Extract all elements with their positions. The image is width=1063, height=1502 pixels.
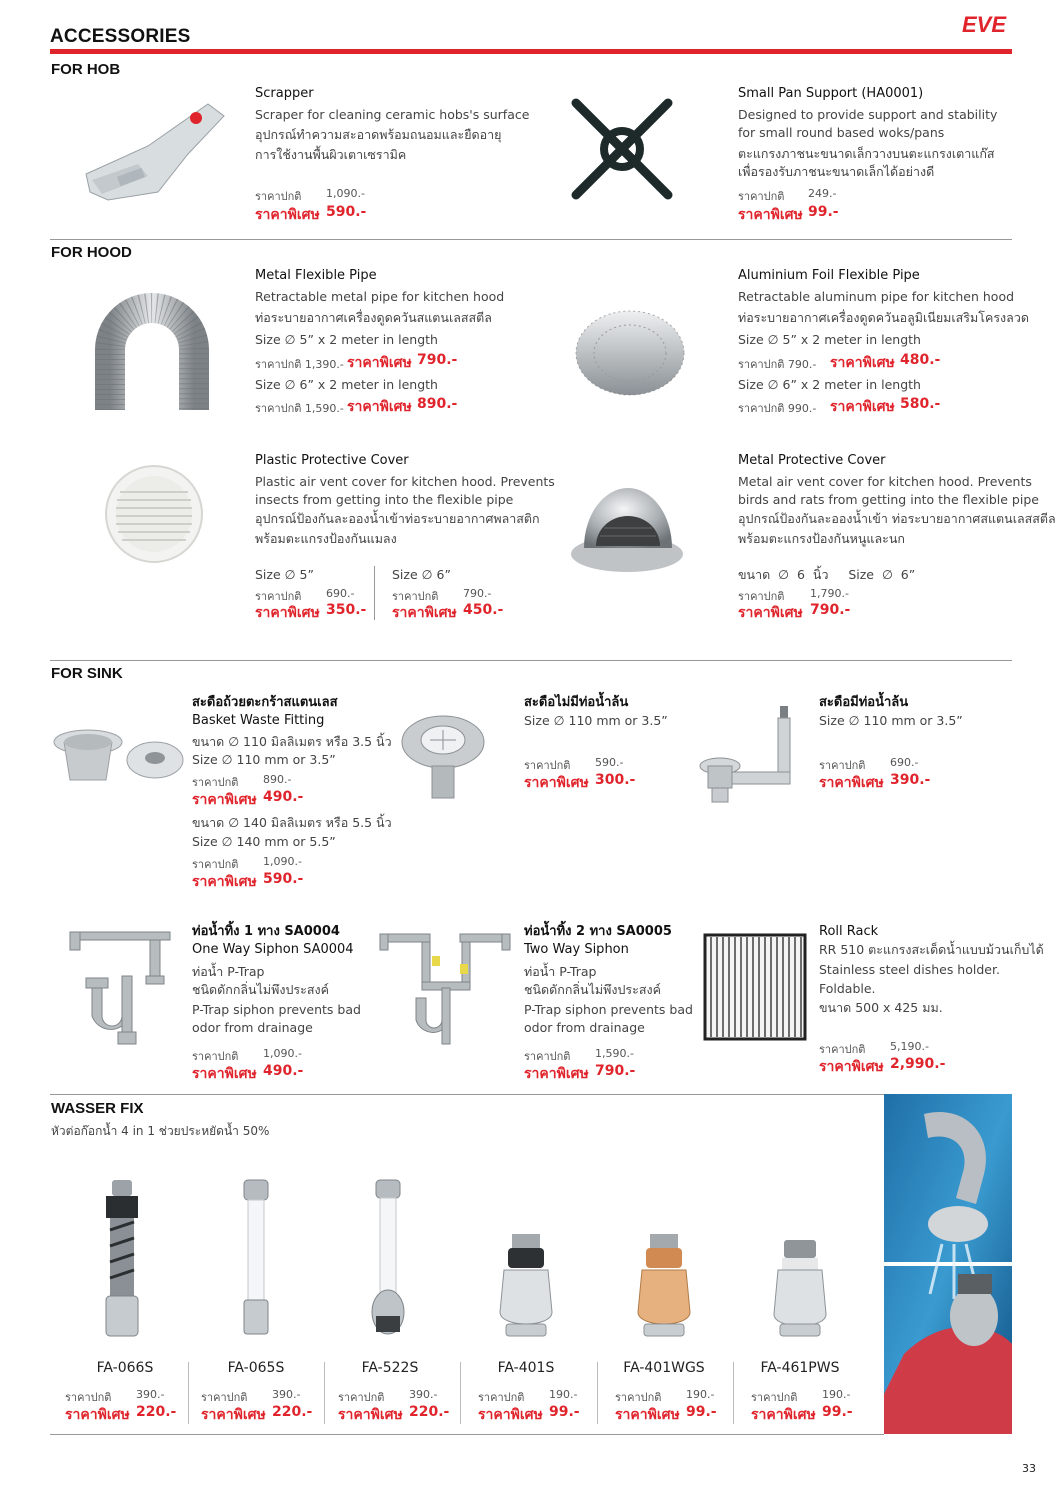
metal-cover-normal: 1,790.- <box>810 587 849 600</box>
pan-desc-4: เพื่อรองรับภาชนะขนาดเล็กได้อย่างดี <box>738 164 935 179</box>
price-special-label: ราคาพิเศษ <box>751 1407 816 1423</box>
wasser-normal-3: 190.- <box>549 1388 578 1401</box>
overflow-size: Size ∅ 110 mm or 3.5” <box>819 713 963 728</box>
price-normal-label: ราคาปกติ <box>338 1391 385 1404</box>
wasser-model-2: FA-522S <box>361 1360 419 1376</box>
one-way-normal: 1,090.- <box>263 1047 302 1060</box>
plastic-cover-desc-1: Plastic air vent cover for kitchen hood. Prevents <box>255 474 555 489</box>
price-normal-label: ราคาปกติ <box>524 1050 571 1063</box>
one-way-title: One Way Siphon SA0004 <box>192 942 354 957</box>
metal-pipe-desc-2: ท่อระบายอากาศเครื่องดูดควันสแตนเลสสตีล <box>255 310 492 325</box>
section-title-hob: FOR HOB <box>51 61 121 78</box>
scrapper-desc-2: อุปกรณ์ทำความสะอาดพร้อมถนอมและยืดอายุ <box>255 127 502 142</box>
no-overflow-title-th: สะดือไม่มีท่อน้ำล้น <box>524 695 629 710</box>
column-separator <box>597 1362 598 1424</box>
faucet-aerator-photo <box>884 1094 1012 1434</box>
wasser-model-5: FA-461PWS <box>760 1360 840 1376</box>
metal-pipe-normal-1: ราคาปกติ 1,390.- <box>255 358 344 371</box>
metal-cover-desc-1: Metal air vent cover for kitchen hood. Prevents <box>738 474 1032 489</box>
brand-logo: EVE <box>962 12 1007 37</box>
two-way-title-th: ท่อน้ำทิ้ง 2 ทาง SA0005 <box>524 924 672 939</box>
wasser-model-0: FA-066S <box>96 1360 154 1376</box>
pan-desc-2: for small round based woks/pans <box>738 125 945 140</box>
two-way-desc-2: ชนิดดักกลิ่นไม่พึงประสงค์ <box>524 982 661 997</box>
wasser-special-2: 220.- <box>409 1404 450 1420</box>
wasser-special-5: 99.- <box>822 1404 853 1420</box>
column-separator <box>188 1362 189 1424</box>
basket-size-1b: Size ∅ 110 mm or 3.5” <box>192 752 336 767</box>
column-separator <box>460 1362 461 1424</box>
price-special-label: ราคาพิเศษ <box>65 1407 130 1423</box>
plastic-cover-size-a: Size ∅ 5” <box>255 567 314 582</box>
column-separator <box>733 1362 734 1424</box>
scrapper-price-special: 590.- <box>326 204 367 220</box>
price-normal-label: ราคาปกติ <box>255 590 302 603</box>
wasser-normal-1: 390.- <box>272 1388 301 1401</box>
scrapper-desc-1: Scraper for cleaning ceramic hobs's surface <box>255 107 530 122</box>
metal-pipe-desc-1: Retractable metal pipe for kitchen hood <box>255 289 505 304</box>
price-normal-label: ราคาปกติ <box>201 1391 248 1404</box>
price-special-label: ราคาพิเศษ <box>347 355 412 371</box>
foil-pipe-desc-1: Retractable aluminum pipe for kitchen hood <box>738 289 1015 304</box>
overflow-waste-image <box>698 700 806 808</box>
plastic-cover-desc-2: insects from getting into the flexible pipe <box>255 492 514 507</box>
pan-desc-1: Designed to provide support and stability <box>738 107 998 122</box>
column-separator <box>324 1362 325 1424</box>
size-divider <box>374 566 375 620</box>
price-special-label: ราคาพิเศษ <box>615 1407 680 1423</box>
plastic-cover-desc-4: พร้อมตะแกรงป้องกันแมลง <box>255 531 397 546</box>
no-overflow-normal: 590.- <box>595 756 624 769</box>
foil-pipe-desc-2: ท่อระบายอากาศเครื่องดูดควันอลูมิเนียมเสริมโครงลวด <box>738 310 1029 325</box>
metal-pipe-normal-2: ราคาปกติ 1,590.- <box>255 402 344 415</box>
divider <box>50 239 1012 240</box>
fa-522s-image <box>368 1176 408 1338</box>
wasser-special-3: 99.- <box>549 1404 580 1420</box>
pan-price-special: 99.- <box>808 204 839 220</box>
roll-rack-image <box>703 933 807 1041</box>
plastic-cover-special-a: 350.- <box>326 602 367 618</box>
price-normal-label: ราคาปกติ <box>392 590 439 603</box>
foil-pipe-size-1: Size ∅ 5” x 2 meter in length <box>738 332 921 347</box>
roll-rack-desc-2: Stainless steel dishes holder. <box>819 962 1000 977</box>
header-red-bar <box>50 49 1012 54</box>
no-overflow-special: 300.- <box>595 772 636 788</box>
price-special-label: ราคาพิเศษ <box>524 775 589 791</box>
roll-rack-desc-3: Foldable. <box>819 981 876 996</box>
plastic-cover-size-b: Size ∅ 6” <box>392 567 451 582</box>
one-way-special: 490.- <box>263 1063 304 1079</box>
price-special-label: ราคาพิเศษ <box>819 1059 884 1075</box>
price-special-label: ราคาพิเศษ <box>255 605 320 621</box>
divider <box>50 660 1012 661</box>
roll-rack-desc-1: RR 510 ตะแกรงสะเด็ดน้ำแบบม้วนเก็บได้ <box>819 942 1044 957</box>
two-way-title: Two Way Siphon <box>524 942 629 957</box>
basket-waste-image <box>50 720 190 790</box>
pan-support-image <box>562 93 682 205</box>
section-title-hood: FOR HOOD <box>51 244 132 261</box>
basket-special-1: 490.- <box>263 789 304 805</box>
wasser-model-1: FA-065S <box>227 1360 285 1376</box>
two-way-siphon-image <box>376 928 514 1050</box>
price-normal-label: ราคาปกติ <box>819 759 866 772</box>
plastic-cover-image <box>104 464 204 564</box>
one-way-desc-3: P-Trap siphon prevents bad <box>192 1002 361 1017</box>
one-way-title-th: ท่อน้ำทิ้ง 1 ทาง SA0004 <box>192 924 340 939</box>
wasser-model-3: FA-401S <box>497 1360 555 1376</box>
metal-cover-desc-4: พร้อมตะแกรงป้องกันหนูและนก <box>738 531 905 546</box>
price-normal-label: ราคาปกติ <box>255 190 302 203</box>
price-normal-label: ราคาปกติ <box>478 1391 525 1404</box>
price-special-label: ราคาพิเศษ <box>478 1407 543 1423</box>
two-way-normal: 1,590.- <box>595 1047 634 1060</box>
price-normal-label: ราคาปกติ <box>819 1043 866 1056</box>
metal-cover-size: ขนาด ∅ 6 นิ้ว Size ∅ 6” <box>738 567 916 582</box>
one-way-desc-2: ชนิดดักกลิ่นไม่พึงประสงค์ <box>192 982 329 997</box>
plastic-cover-special-b: 450.- <box>463 602 504 618</box>
metal-cover-image <box>568 458 686 576</box>
two-way-desc-1: ท่อน้ำ P-Trap <box>524 964 597 979</box>
fa-401wgs-image <box>634 1232 694 1338</box>
wasser-special-1: 220.- <box>272 1404 313 1420</box>
one-way-desc-4: odor from drainage <box>192 1020 313 1035</box>
wasser-normal-5: 190.- <box>822 1388 851 1401</box>
metal-cover-desc-2: birds and rats from getting into the flexible pipe <box>738 492 1039 507</box>
price-normal-label: ราคาปกติ <box>65 1391 112 1404</box>
basket-size-2a: ขนาด ∅ 140 มิลลิเมตร หรือ 5.5 นิ้ว <box>192 815 392 830</box>
basket-size-2b: Size ∅ 140 mm or 5.5” <box>192 834 336 849</box>
price-special-label: ราคาพิเศษ <box>255 207 320 223</box>
foil-pipe-normal-1: ราคาปกติ 790.- <box>738 358 817 371</box>
basket-size-1a: ขนาด ∅ 110 มิลลิเมตร หรือ 3.5 นิ้ว <box>192 734 392 749</box>
wasser-special-4: 99.- <box>686 1404 717 1420</box>
wasser-normal-0: 390.- <box>136 1388 165 1401</box>
overflow-title-th: สะดือมีท่อน้ำล้น <box>819 695 909 710</box>
scrapper-title: Scrapper <box>255 86 314 101</box>
overflow-special: 390.- <box>890 772 931 788</box>
price-special-label: ราคาพิเศษ <box>738 605 803 621</box>
basket-normal-2: 1,090.- <box>263 855 302 868</box>
metal-cover-desc-3: อุปกรณ์ป้องกันละอองน้ำเข้า ท่อระบายอากาศสแตนเลสสตีล <box>738 511 1056 526</box>
price-normal-label: ราคาปกติ <box>192 858 239 871</box>
section-title-sink: FOR SINK <box>51 665 123 682</box>
plastic-cover-normal-a: 690.- <box>326 587 355 600</box>
section-title-wasser: WASSER FIX <box>51 1100 144 1117</box>
two-way-special: 790.- <box>595 1063 636 1079</box>
price-special-label: ราคาพิเศษ <box>192 792 257 808</box>
price-special-label: ราคาพิเศษ <box>192 874 257 890</box>
basket-title: Basket Waste Fitting <box>192 713 325 728</box>
price-normal-label: ราคาปกติ <box>615 1391 662 1404</box>
wasser-model-4: FA-401WGS <box>623 1360 705 1376</box>
price-special-label: ราคาพิเศษ <box>338 1407 403 1423</box>
price-normal-label: ราคาปกติ <box>192 776 239 789</box>
pan-desc-3: ตะแกรงภาชนะขนาดเล็กวางบนตะแกรงเตาแก๊ส <box>738 146 995 161</box>
metal-pipe-title: Metal Flexible Pipe <box>255 268 377 283</box>
price-special-label: ราคาพิเศษ <box>738 207 803 223</box>
fa-065s-image <box>238 1176 274 1338</box>
price-special-label: ราคาพิเศษ <box>347 399 412 415</box>
metal-cover-title: Metal Protective Cover <box>738 453 886 468</box>
foil-pipe-special-2: 580.- <box>900 396 941 412</box>
price-normal-label: ราคาปกติ <box>738 590 785 603</box>
divider <box>50 1434 884 1435</box>
plastic-cover-title: Plastic Protective Cover <box>255 453 409 468</box>
foil-pipe-image <box>574 298 686 398</box>
price-special-label: ราคาพิเศษ <box>201 1407 266 1423</box>
roll-rack-normal: 5,190.- <box>890 1040 929 1053</box>
price-special-label: ราคาพิเศษ <box>819 775 884 791</box>
pan-price-normal: 249.- <box>808 187 837 200</box>
no-overflow-waste-image <box>400 712 486 802</box>
divider <box>50 1094 886 1095</box>
pan-title: Small Pan Support (HA0001) <box>738 86 924 101</box>
price-normal-label: ราคาปกติ <box>524 759 571 772</box>
wasser-normal-4: 190.- <box>686 1388 715 1401</box>
price-special-label: ราคาพิเศษ <box>830 355 895 371</box>
fa-066s-image <box>100 1176 144 1338</box>
page-number: 33 <box>1022 1462 1036 1475</box>
basket-title-th: สะดือถ้วยตะกร้าสแตนเลส <box>192 695 338 710</box>
wasser-normal-2: 390.- <box>409 1388 438 1401</box>
foil-pipe-size-2: Size ∅ 6” x 2 meter in length <box>738 377 921 392</box>
basket-special-2: 590.- <box>263 871 304 887</box>
metal-cover-special: 790.- <box>810 602 851 618</box>
roll-rack-special: 2,990.- <box>890 1056 946 1072</box>
scrapper-desc-3: การใช้งานพื้นผิวเตาเซรามิค <box>255 147 407 162</box>
overflow-normal: 690.- <box>890 756 919 769</box>
price-special-label: ราคาพิเศษ <box>524 1066 589 1082</box>
price-special-label: ราคาพิเศษ <box>830 399 895 415</box>
foil-pipe-title: Aluminium Foil Flexible Pipe <box>738 268 920 283</box>
two-way-desc-4: odor from drainage <box>524 1020 645 1035</box>
plastic-cover-normal-b: 790.- <box>463 587 492 600</box>
one-way-siphon-image <box>66 926 178 1048</box>
metal-pipe-image <box>92 290 212 415</box>
roll-rack-desc-4: ขนาด 500 x 425 มม. <box>819 1000 943 1015</box>
wasser-special-0: 220.- <box>136 1404 177 1420</box>
price-normal-label: ราคาปกติ <box>192 1050 239 1063</box>
no-overflow-size: Size ∅ 110 mm or 3.5” <box>524 713 668 728</box>
metal-pipe-size-2: Size ∅ 6” x 2 meter in length <box>255 377 438 392</box>
fa-401s-image <box>496 1232 556 1338</box>
wasser-subtitle: หัวต่อก๊อกน้ำ 4 in 1 ช่วยประหยัดน้ำ 50% <box>51 1124 270 1138</box>
price-normal-label: ราคาปกติ <box>751 1391 798 1404</box>
price-normal-label: ราคาปกติ <box>738 190 785 203</box>
fa-461pws-image <box>770 1238 830 1338</box>
metal-pipe-size-1: Size ∅ 5” x 2 meter in length <box>255 332 438 347</box>
page-title: ACCESSORIES <box>50 26 191 47</box>
metal-pipe-special-2: 890.- <box>417 396 458 412</box>
roll-rack-title: Roll Rack <box>819 924 879 939</box>
one-way-desc-1: ท่อน้ำ P-Trap <box>192 964 265 979</box>
scraper-image <box>78 96 228 206</box>
scrapper-price-normal: 1,090.- <box>326 187 365 200</box>
foil-pipe-special-1: 480.- <box>900 352 941 368</box>
basket-normal-1: 890.- <box>263 773 292 786</box>
plastic-cover-desc-3: อุปกรณ์ป้องกันละอองน้ำเข้าท่อระบายอากาศพลาสติก <box>255 511 540 526</box>
price-special-label: ราคาพิเศษ <box>392 605 457 621</box>
price-special-label: ราคาพิเศษ <box>192 1066 257 1082</box>
metal-pipe-special-1: 790.- <box>417 352 458 368</box>
foil-pipe-normal-2: ราคาปกติ 990.- <box>738 402 817 415</box>
two-way-desc-3: P-Trap siphon prevents bad <box>524 1002 693 1017</box>
